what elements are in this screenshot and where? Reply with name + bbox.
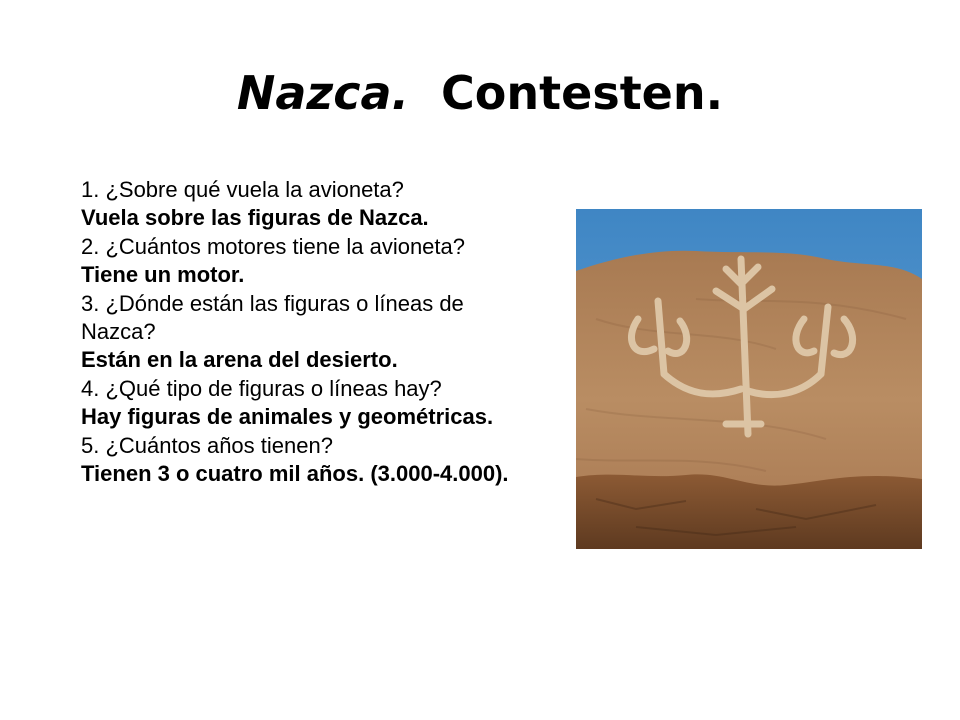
answer-1: Vuela sobre las figuras de Nazca. [81,205,429,231]
question-5: 5. ¿Cuántos años tienen? [81,432,333,458]
answer-3: Están en la arena del desierto. [81,347,398,373]
answer-4: Hay figuras de animales y geométricas. [81,404,494,430]
question-answer-list [81,176,541,488]
question-4: 4. ¿Qué tipo de figuras o líneas hay? [81,375,442,401]
slide-title [0,58,960,128]
title-regular-part: Contesten. [441,66,724,120]
answer-5: Tienen 3 o cuatro mil años. (3.000-4.000). [81,461,509,487]
answer-2: Tiene un motor. [81,262,245,288]
question-2: 2. ¿Cuántos motores tiene la avioneta? [81,233,466,259]
foreground-ridge [576,474,922,549]
title-italic-part: Nazca. [236,66,409,120]
question-3: 3. ¿Dónde están las figuras o líneas de Nazca? [81,290,464,345]
question-1: 1. ¿Sobre qué vuela la avioneta? [81,177,404,202]
candelabra-illustration [576,209,922,549]
nazca-candelabra-photo [576,209,922,549]
